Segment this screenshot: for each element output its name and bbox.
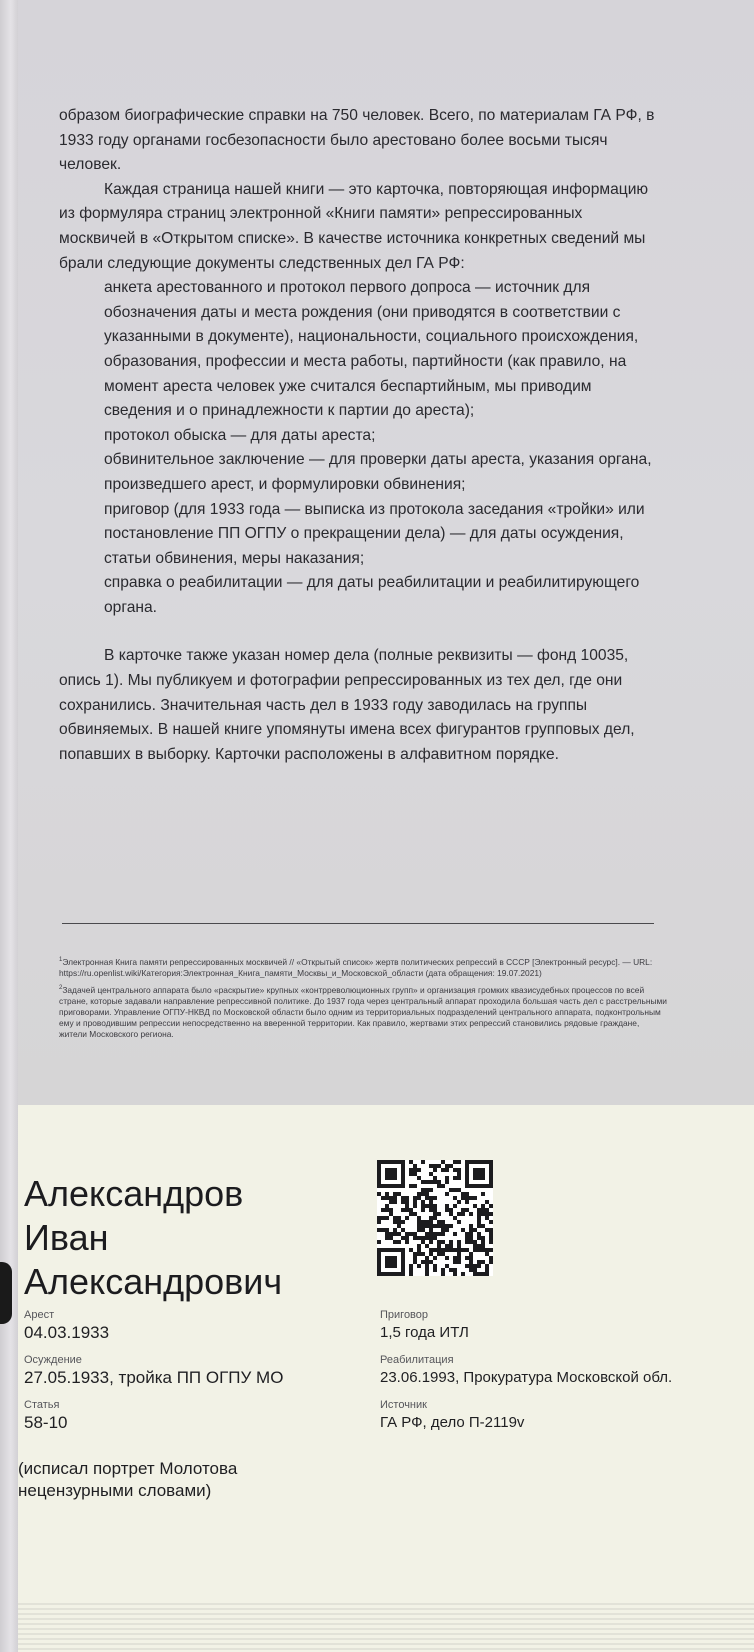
person-patronymic: Александрович xyxy=(24,1261,283,1302)
list-item: протокол обыска — для даты ареста; xyxy=(104,426,376,444)
qr-code-icon[interactable] xyxy=(377,1160,493,1276)
rehab-field xyxy=(380,1353,672,1389)
rehab-value: 23.06.1993, Прокуратура Московской обл. xyxy=(380,1369,673,1386)
article-value: 58-10 xyxy=(24,1413,68,1432)
source-value: ГА РФ, дело П-2119v xyxy=(380,1414,525,1431)
source-field xyxy=(380,1398,524,1434)
article-note xyxy=(18,1458,318,1502)
footnote-divider xyxy=(62,923,654,924)
source-label: Источник xyxy=(380,1399,427,1411)
list-item: обвинительное заключение — для проверки даты ареста, указания органа, произведшего арест, и формулировки обвинения; xyxy=(104,451,652,493)
footnote-text: Электронная Книга памяти репрессированных москвичей // «Открытый список» жертв политических репрессий в СССР [Электронный ресурс]. — URL: https://ru.openlist.wiki/Категория:Электронная_Книга_памяти_Москвы_и_Московской_области (дата обращения: 19.07.2021) xyxy=(59,956,653,978)
conviction-value: 27.05.1933, тройка ПП ОГПУ МО xyxy=(24,1368,284,1387)
conviction-field xyxy=(24,1353,283,1389)
paragraph-2: Каждая страница нашей книги — это карточка, повторяющая информацию из формуляра страниц электронной «Книги памяти» репрессированных москвичей в «Открытом списке». В качестве источника конкретных сведений мы брали следующие документы следственных дел ГА РФ: xyxy=(59,180,649,272)
paragraph-1: образом биографические справки на 750 человек. Всего, по материалам ГА РФ, в 1933 году органами госбезопасности было арестовано более восьми тысяч человек. xyxy=(59,107,655,174)
footnote-marker: 1 xyxy=(59,957,63,963)
intro-text xyxy=(59,104,659,767)
article-label: Статья xyxy=(24,1399,60,1411)
arrest-value: 04.03.1933 xyxy=(24,1323,110,1342)
footnote-marker: 2 xyxy=(59,984,63,991)
footnote-1 xyxy=(59,955,669,979)
list-item: приговор (для 1933 года — выписка из протокола заседания «тройки» или постановление ПП ОГПУ о прекращении дела) — для даты осуждения, статьи обвинения, меры наказания; xyxy=(104,500,645,567)
bottom-hatch xyxy=(18,1600,754,1652)
sentence-label: Приговор xyxy=(380,1309,429,1321)
document-list xyxy=(59,276,659,620)
footnote-text: Задачей центрального аппарата было «раскрытие» крупных «контрреволюционных групп» и организация громких квазисудебных процессов по всей стране, которые задавали направление репрессивной политике. До 1937 года через центральный аппарат проходила большая часть дел с расстрельными приговорами. Управление ОГПУ-НКВД по Московской области было одним из территориальных подразделений центрального аппарата, подконтрольным ему и проводившим репрессии непосредственно на вверенной территории. Как правило, жертвами этих репрессий становились рядовые граждане, жители Московского региона. xyxy=(59,984,667,1039)
arrest-field xyxy=(24,1308,109,1344)
list-item: анкета арестованного и протокол первого допроса — источник для обозначения даты и места рождения (они приводятся в соответствии с указанными в документе), национальности, социального происхождения, образования, профессии и места работы, партийности (как правило, на момент ареста человек уже считался беспартийным, мы приводим сведения и о принадлежности к партии до ареста); xyxy=(104,279,639,420)
sentence-field xyxy=(380,1308,469,1344)
list-item: справка о реабилитации — для даты реабилитации и реабилитирующего органа. xyxy=(104,574,640,616)
person-first-name: Иван xyxy=(24,1217,109,1258)
paragraph-3: В карточке также указан номер дела (полные реквизиты — фонд 10035, опись 1). Мы публикуем и фотографии репрессированных из тех дел, где они сохранились. Значительная часть дел в 1933 году заводилась на группы обвиняемых. В нашей книге упомянуты имена всех фигурантов групповых дел, попавших в выборку. Карточки расположены в алфавитном порядке. xyxy=(59,647,635,763)
rehab-label: Реабилитация xyxy=(380,1354,454,1366)
article-field xyxy=(24,1398,324,1434)
conviction-label: Осуждение xyxy=(24,1354,82,1366)
footnotes xyxy=(59,955,669,1044)
bookmark-tab xyxy=(0,1262,12,1324)
person-name xyxy=(24,1172,364,1304)
book-spine xyxy=(0,0,18,1652)
arrest-label: Арест xyxy=(24,1309,55,1321)
article-note-text: (исписал портрет Молотова нецензурными словами) xyxy=(18,1459,238,1500)
person-surname: Александров xyxy=(24,1173,244,1214)
sentence-value: 1,5 года ИТЛ xyxy=(380,1324,469,1341)
footnote-2 xyxy=(59,983,669,1040)
